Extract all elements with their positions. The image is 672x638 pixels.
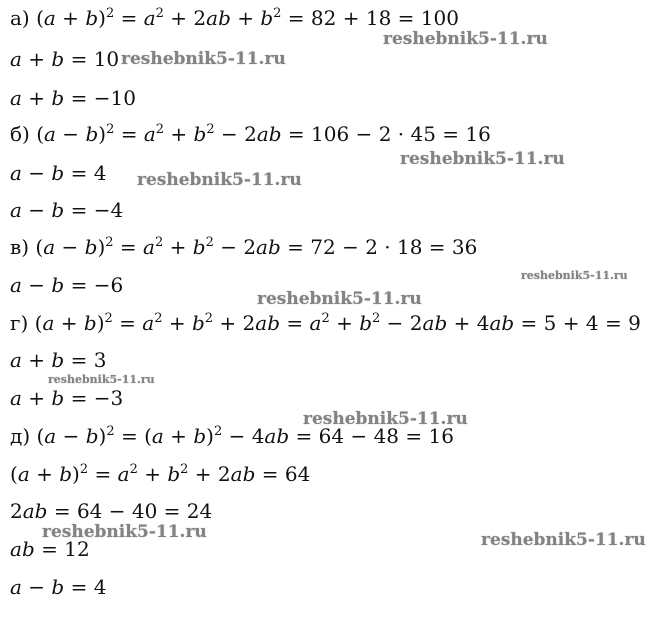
solution-line-a-3: a + b = −10 bbox=[10, 86, 136, 110]
watermark: reshebnik5-11.ru bbox=[481, 530, 646, 550]
solution-line-v-1: в) $(a - b)^2 = a^2 + b^2 - 2ab = 72 - 2 \cdot 18 = 36$ bbox=[10, 235, 478, 259]
watermark: reshebnik5-11.ru bbox=[257, 289, 422, 309]
solution-line-v-2: a − b = −6 bbox=[10, 273, 124, 297]
solution-line-d-2: $(a + b)^2 = a^2 + b^2 + 2ab = 64$ bbox=[10, 462, 311, 486]
solution-line-g-1: г) $(a + b)^2 = a^2 + b^2 + 2ab = a^2 + b^2 - 2ab + 4ab = 5 + 4 = 9$ bbox=[10, 311, 641, 335]
solution-line-b-2: a − b = 4 bbox=[10, 161, 107, 185]
solution-line-b-1: б) $(a - b)^2 = a^2 + b^2 - 2ab = 106 - 2 \cdot 45 = 16$ bbox=[10, 122, 491, 146]
watermark: reshebnik5-11.ru bbox=[383, 29, 548, 49]
solution-line-d-5: a − b = 4 bbox=[10, 575, 107, 599]
watermark: reshebnik5-11.ru bbox=[48, 373, 155, 386]
solution-line-g-3: a + b = −3 bbox=[10, 386, 124, 410]
solution-line-a-2: a + b = 10 bbox=[10, 47, 120, 71]
watermark: reshebnik5-11.ru bbox=[400, 149, 565, 169]
watermark: reshebnik5-11.ru bbox=[137, 170, 302, 190]
watermark: reshebnik5-11.ru bbox=[303, 409, 468, 429]
solution-line-a-1: а) $(a + b)^2 = a^2 + 2ab + b^2 = 82 + 18 = 100$ bbox=[10, 6, 459, 30]
solution-line-d-3: 2ab = 64 − 40 = 24 bbox=[10, 499, 213, 523]
solution-line-b-3: a − b = −4 bbox=[10, 198, 124, 222]
solution-line-g-2: a + b = 3 bbox=[10, 348, 107, 372]
watermark: reshebnik5-11.ru bbox=[42, 522, 207, 542]
solution-line-d-4: ab = 12 bbox=[10, 537, 90, 561]
solution-line-d-1: д) $(a - b)^2 = (a + b)^2 - 4ab = 64 - 48 = 16$ bbox=[10, 424, 454, 448]
watermark: reshebnik5-11.ru bbox=[521, 269, 628, 282]
watermark: reshebnik5-11.ru bbox=[121, 49, 286, 69]
